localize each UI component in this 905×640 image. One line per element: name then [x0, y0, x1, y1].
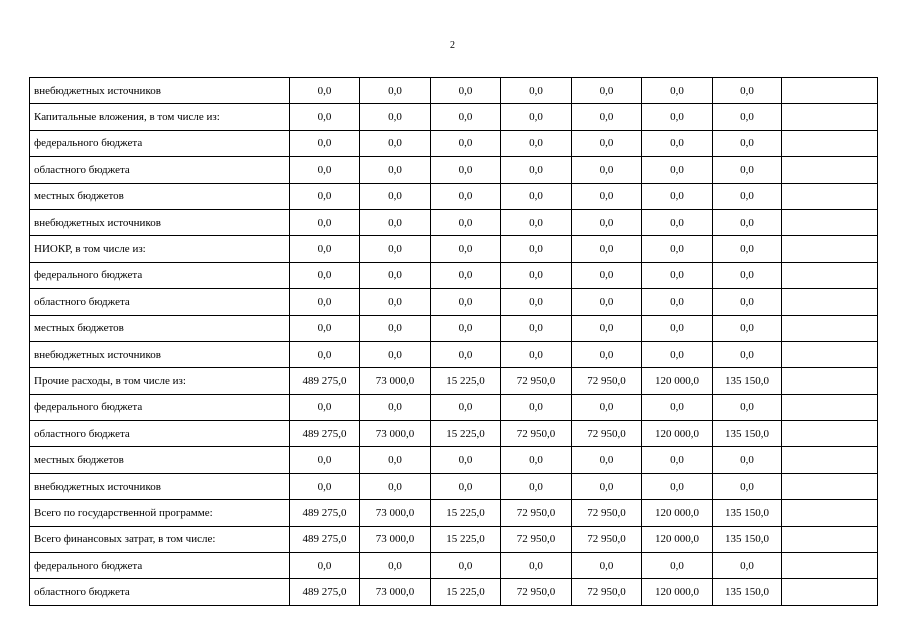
value-cell: 0,0: [642, 315, 713, 341]
table-row: [30, 289, 878, 315]
value-cell: 0,0: [572, 341, 642, 367]
value-cell: 0,0: [501, 209, 572, 235]
value-cell: 0,0: [501, 447, 572, 473]
value-cell: 0,0: [572, 209, 642, 235]
value-cell: 0,0: [360, 447, 431, 473]
note-cell: [782, 447, 878, 473]
note-cell: [782, 130, 878, 156]
value-cell: 0,0: [360, 209, 431, 235]
value-cell: 72 950,0: [572, 368, 642, 394]
value-cell: 0,0: [290, 262, 360, 288]
table-row: [30, 341, 878, 367]
value-cell: 0,0: [501, 473, 572, 499]
note-cell: [782, 526, 878, 552]
table-row: [30, 553, 878, 579]
value-cell: 0,0: [572, 236, 642, 262]
row-label: федерального бюджета: [30, 262, 290, 288]
value-cell: 0,0: [431, 130, 501, 156]
value-cell: 0,0: [501, 262, 572, 288]
value-cell: 0,0: [290, 236, 360, 262]
financing-table: [29, 77, 878, 606]
value-cell: 72 950,0: [501, 421, 572, 447]
value-cell: 0,0: [360, 104, 431, 130]
value-cell: 0,0: [431, 315, 501, 341]
row-label: Прочие расходы, в том числе из:: [30, 368, 290, 394]
row-label: местных бюджетов: [30, 315, 290, 341]
note-cell: [782, 500, 878, 526]
table-row: [30, 526, 878, 552]
value-cell: 72 950,0: [501, 579, 572, 605]
value-cell: 0,0: [642, 104, 713, 130]
value-cell: 120 000,0: [642, 526, 713, 552]
page-number: 2: [450, 40, 455, 51]
value-cell: 73 000,0: [360, 579, 431, 605]
table-row: [30, 209, 878, 235]
value-cell: 0,0: [290, 104, 360, 130]
table-row: [30, 315, 878, 341]
value-cell: 0,0: [713, 130, 782, 156]
value-cell: 0,0: [713, 78, 782, 104]
value-cell: 0,0: [290, 209, 360, 235]
note-cell: [782, 579, 878, 605]
value-cell: 0,0: [360, 289, 431, 315]
value-cell: 0,0: [501, 341, 572, 367]
value-cell: 0,0: [431, 394, 501, 420]
value-cell: 0,0: [501, 157, 572, 183]
value-cell: 0,0: [642, 473, 713, 499]
value-cell: 0,0: [360, 315, 431, 341]
table-row: [30, 421, 878, 447]
value-cell: 0,0: [431, 553, 501, 579]
value-cell: 0,0: [713, 157, 782, 183]
value-cell: 0,0: [713, 262, 782, 288]
note-cell: [782, 157, 878, 183]
value-cell: 0,0: [713, 315, 782, 341]
note-cell: [782, 473, 878, 499]
value-cell: 0,0: [290, 553, 360, 579]
row-label: областного бюджета: [30, 157, 290, 183]
value-cell: 0,0: [501, 289, 572, 315]
value-cell: 120 000,0: [642, 421, 713, 447]
value-cell: 0,0: [572, 553, 642, 579]
value-cell: 0,0: [360, 262, 431, 288]
value-cell: 0,0: [642, 394, 713, 420]
row-label: федерального бюджета: [30, 394, 290, 420]
value-cell: 0,0: [501, 104, 572, 130]
row-label: внебюджетных источников: [30, 341, 290, 367]
value-cell: 0,0: [290, 183, 360, 209]
value-cell: 135 150,0: [713, 368, 782, 394]
note-cell: [782, 78, 878, 104]
table-row: [30, 473, 878, 499]
row-label: внебюджетных источников: [30, 473, 290, 499]
value-cell: 15 225,0: [431, 526, 501, 552]
table-row: [30, 394, 878, 420]
value-cell: 0,0: [572, 78, 642, 104]
value-cell: 0,0: [642, 209, 713, 235]
table-row: [30, 157, 878, 183]
row-label: областного бюджета: [30, 421, 290, 447]
value-cell: 72 950,0: [501, 500, 572, 526]
value-cell: 0,0: [360, 78, 431, 104]
value-cell: 0,0: [290, 130, 360, 156]
value-cell: 0,0: [431, 262, 501, 288]
value-cell: 0,0: [713, 341, 782, 367]
note-cell: [782, 394, 878, 420]
row-label: НИОКР, в том числе из:: [30, 236, 290, 262]
value-cell: 0,0: [360, 236, 431, 262]
value-cell: 0,0: [713, 553, 782, 579]
row-label: внебюджетных источников: [30, 209, 290, 235]
row-label: областного бюджета: [30, 289, 290, 315]
value-cell: 0,0: [572, 262, 642, 288]
table-row: [30, 236, 878, 262]
row-label: областного бюджета: [30, 579, 290, 605]
value-cell: 0,0: [572, 473, 642, 499]
value-cell: 0,0: [431, 104, 501, 130]
value-cell: 0,0: [431, 157, 501, 183]
value-cell: 0,0: [431, 183, 501, 209]
value-cell: 0,0: [713, 236, 782, 262]
value-cell: 0,0: [572, 289, 642, 315]
value-cell: 0,0: [642, 130, 713, 156]
value-cell: 489 275,0: [290, 526, 360, 552]
row-label: Всего финансовых затрат, в том числе:: [30, 526, 290, 552]
table-row: [30, 368, 878, 394]
note-cell: [782, 262, 878, 288]
note-cell: [782, 236, 878, 262]
value-cell: 0,0: [360, 157, 431, 183]
table-row: [30, 104, 878, 130]
value-cell: 0,0: [713, 447, 782, 473]
value-cell: 0,0: [642, 262, 713, 288]
row-label: внебюджетных источников: [30, 78, 290, 104]
value-cell: 72 950,0: [572, 526, 642, 552]
table-row: [30, 130, 878, 156]
value-cell: 0,0: [501, 78, 572, 104]
value-cell: 15 225,0: [431, 579, 501, 605]
table-row: [30, 183, 878, 209]
value-cell: 489 275,0: [290, 421, 360, 447]
note-cell: [782, 341, 878, 367]
value-cell: 0,0: [572, 394, 642, 420]
note-cell: [782, 209, 878, 235]
note-cell: [782, 553, 878, 579]
value-cell: 489 275,0: [290, 579, 360, 605]
row-label: местных бюджетов: [30, 183, 290, 209]
row-label: местных бюджетов: [30, 447, 290, 473]
row-label: Всего по государственной программе:: [30, 500, 290, 526]
value-cell: 0,0: [501, 183, 572, 209]
value-cell: 73 000,0: [360, 526, 431, 552]
value-cell: 0,0: [642, 236, 713, 262]
table-row: [30, 78, 878, 104]
table-row: [30, 500, 878, 526]
value-cell: 72 950,0: [501, 368, 572, 394]
value-cell: 0,0: [360, 341, 431, 367]
value-cell: 120 000,0: [642, 500, 713, 526]
value-cell: 15 225,0: [431, 500, 501, 526]
value-cell: 135 150,0: [713, 500, 782, 526]
value-cell: 0,0: [572, 315, 642, 341]
value-cell: 0,0: [713, 289, 782, 315]
row-label: Капитальные вложения, в том числе из:: [30, 104, 290, 130]
value-cell: 73 000,0: [360, 421, 431, 447]
value-cell: 73 000,0: [360, 368, 431, 394]
value-cell: 72 950,0: [572, 500, 642, 526]
value-cell: 0,0: [360, 130, 431, 156]
note-cell: [782, 368, 878, 394]
value-cell: 0,0: [290, 447, 360, 473]
value-cell: 0,0: [290, 315, 360, 341]
table-row: [30, 579, 878, 605]
value-cell: 0,0: [501, 553, 572, 579]
value-cell: 72 950,0: [501, 526, 572, 552]
value-cell: 0,0: [360, 183, 431, 209]
value-cell: 0,0: [431, 341, 501, 367]
value-cell: 0,0: [642, 447, 713, 473]
value-cell: 72 950,0: [572, 421, 642, 447]
value-cell: 0,0: [360, 394, 431, 420]
value-cell: 0,0: [360, 473, 431, 499]
value-cell: 0,0: [431, 209, 501, 235]
value-cell: 0,0: [572, 130, 642, 156]
value-cell: 0,0: [501, 394, 572, 420]
value-cell: 0,0: [431, 447, 501, 473]
value-cell: 15 225,0: [431, 421, 501, 447]
value-cell: 489 275,0: [290, 500, 360, 526]
value-cell: 73 000,0: [360, 500, 431, 526]
value-cell: 0,0: [572, 183, 642, 209]
value-cell: 0,0: [360, 553, 431, 579]
row-label: федерального бюджета: [30, 553, 290, 579]
value-cell: 135 150,0: [713, 421, 782, 447]
value-cell: 0,0: [642, 289, 713, 315]
value-cell: 0,0: [713, 394, 782, 420]
value-cell: 135 150,0: [713, 579, 782, 605]
value-cell: 0,0: [501, 315, 572, 341]
value-cell: 0,0: [501, 130, 572, 156]
value-cell: 0,0: [642, 341, 713, 367]
value-cell: 0,0: [572, 447, 642, 473]
value-cell: 0,0: [713, 183, 782, 209]
note-cell: [782, 183, 878, 209]
value-cell: 0,0: [713, 473, 782, 499]
value-cell: 0,0: [431, 289, 501, 315]
value-cell: 0,0: [290, 394, 360, 420]
value-cell: 0,0: [713, 104, 782, 130]
value-cell: 0,0: [290, 473, 360, 499]
note-cell: [782, 421, 878, 447]
value-cell: 0,0: [642, 553, 713, 579]
value-cell: 0,0: [431, 78, 501, 104]
table-row: [30, 262, 878, 288]
note-cell: [782, 315, 878, 341]
value-cell: 15 225,0: [431, 368, 501, 394]
value-cell: 0,0: [501, 236, 572, 262]
value-cell: 120 000,0: [642, 368, 713, 394]
value-cell: 0,0: [642, 183, 713, 209]
value-cell: 0,0: [290, 289, 360, 315]
value-cell: 0,0: [572, 157, 642, 183]
value-cell: 72 950,0: [572, 579, 642, 605]
value-cell: 120 000,0: [642, 579, 713, 605]
value-cell: 489 275,0: [290, 368, 360, 394]
value-cell: 0,0: [431, 236, 501, 262]
row-label: федерального бюджета: [30, 130, 290, 156]
table-row: [30, 447, 878, 473]
value-cell: 0,0: [431, 473, 501, 499]
value-cell: 0,0: [642, 157, 713, 183]
value-cell: 0,0: [572, 104, 642, 130]
value-cell: 0,0: [290, 157, 360, 183]
value-cell: 135 150,0: [713, 526, 782, 552]
note-cell: [782, 104, 878, 130]
value-cell: 0,0: [290, 341, 360, 367]
value-cell: 0,0: [290, 78, 360, 104]
value-cell: 0,0: [713, 209, 782, 235]
note-cell: [782, 289, 878, 315]
value-cell: 0,0: [642, 78, 713, 104]
